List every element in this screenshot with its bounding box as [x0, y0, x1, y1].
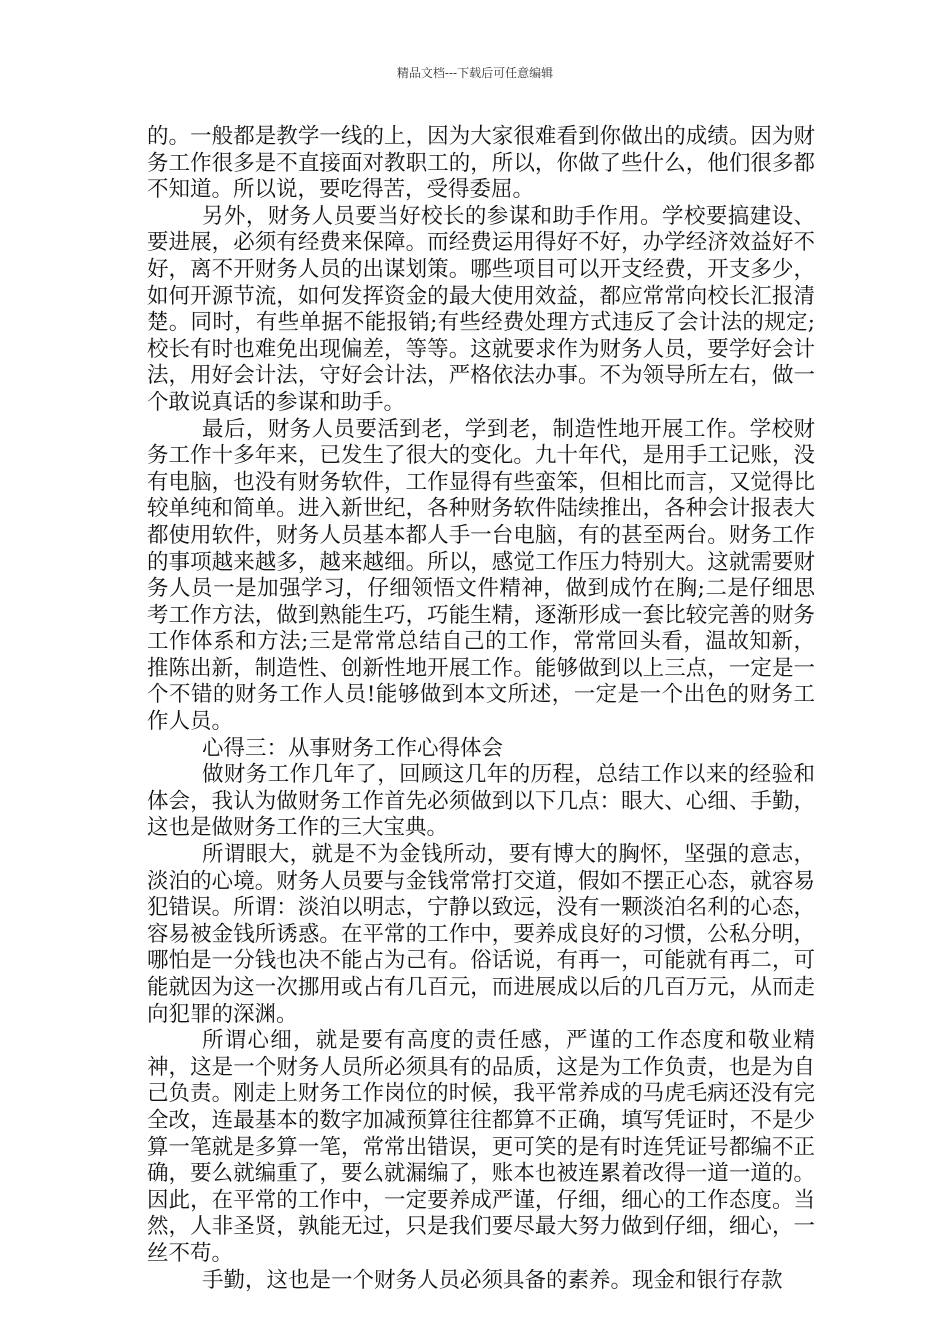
- paragraph-diligent-hands: 手勤，这也是一个财务人员必须具备的素养。现金和银行存款: [202, 1267, 783, 1293]
- page-header: 精品文档---下载后可任意编辑: [396, 66, 554, 80]
- paragraph-careful-mind: 所谓心细，就是要有高度的责任感，严谨的工作态度和敬业精神，这是一个财务人员所必须具有的品质，这是为工作负责，也是为自己负责。刚走上财务工作岗位的时候，我平常养成的马虎毛病还没有完全改，连最基本的数字加减预算往往都算不正确，填写凭证时，不是少算一笔就是多算一笔，常常出错误，更可笑的是有时连凭证号都编不正确，要么就编重了，要么就漏编了，账本也被连累着改得一道一道的。因此，在平常的工作中，一定要养成严谨，仔细，细心的工作态度。当然，人非圣贤，孰能无过，只是我们要尽最大努力做到仔细，细心，一丝不苟。: [147, 1028, 815, 1266]
- paragraph-lifelong-learning: 最后，财务人员要活到老，学到老，制造性地开展工作。学校财务工作十多年来，已发生了很大的变化。九十年代，是用手工记账，没有电脑，也没有财务软件，工作显得有些蛮笨，但相比而言，又觉得比较单纯和简单。进入新世纪，各种财务软件陆续推出，各种会计报表大都使用软件，财务人员基本都人手一台电脑，有的甚至两台。财务工作的事项越来越多，越来越细。所以，感觉工作压力特别大。这就需要财务人员一是加强学习，仔细领悟文件精神，做到成竹在胸;二是仔细思考工作方法，做到熟能生巧，巧能生精，逐渐形成一套比较完善的财务工作体系和方法;三是常常总结自己的工作，常常回头看，温故知新，推陈出新，制造性、创新性地开展工作。能够做到以上三点，一定是一个不错的财务工作人员!能够做到本文所述，一定是一个出色的财务工作人员。: [147, 416, 815, 735]
- paragraph-intro: 做财务工作几年了，回顾这几年的历程，总结工作以来的经验和体会，我认为做财务工作首先必须做到以下几点：眼大、心细、手勤，这也是做财务工作的三大宝典。: [147, 762, 815, 841]
- section-heading: 心得三：从事财务工作心得体会: [202, 735, 504, 761]
- paragraph-advisor-role: 另外，财务人员要当好校长的参谋和助手作用。学校要搞建设、要进展，必须有经费来保障。而经费运用得好不好，办学经济效益好不好，离不开财务人员的出谋划策。哪些项目可以开支经费，开支多少，如何开源节流，如何发挥资金的最大使用效益，都应常常向校长汇报清楚。同时，有些单据不能报销;有些经费处理方式违反了会计法的规定;校长有时也难免出现偏差，等等。这就要求作为财务人员，要学好会计法，用好会计法，守好会计法，严格依法办事。不为领导所左右，做一个敢说真话的参谋和助手。: [147, 203, 815, 415]
- document-body: [147, 124, 815, 1294]
- paragraph-big-eyes: 所谓眼大，就是不为金钱所动，要有博大的胸怀，坚强的意志，淡泊的心境。财务人员要与金钱常常打交道，假如不摆正心态，就容易犯错误。所谓：淡泊以明志，宁静以致远，没有一颗淡泊名利的心态，容易被金钱所诱惑。在平常的工作中，要养成良好的习惯，公私分明，哪怕是一分钱也决不能占为己有。俗话说，有再一，可能就有再二，可能就因为这一次挪用或占有几百元，而进展成以后的几百万元，从而走向犯罪的深渊。: [147, 842, 815, 1027]
- paragraph-continuation: 的。一般都是教学一线的上，因为大家很难看到你做出的成绩。因为财务工作很多是不直接面对教职工的，所以，你做了些什么，他们很多都不知道。所以说，要吃得苦，受得委屈。: [147, 124, 815, 203]
